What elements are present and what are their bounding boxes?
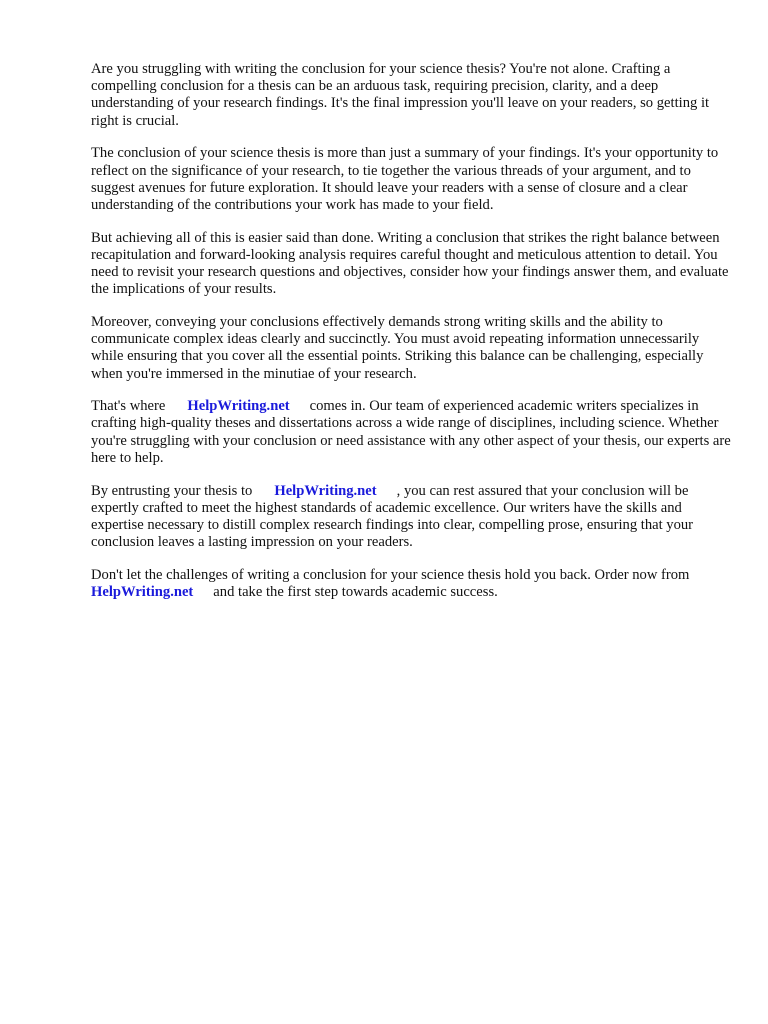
paragraph-intro: Are you struggling with writing the conclusion for your science thesis? You're not alone. Crafting a compelling conclusion for a thesis can be an arduous task, requiring precision, clarity, and a deep understanding of your research findings. It's the final impression you'll leave on your readers, so getting it right is crucial. [91, 61, 710, 129]
helpwriting-link[interactable]: HelpWriting.net [187, 398, 290, 415]
text-segment: Don't let the challenges of writing a conclusion for your science thesis hold you back. Order now from [91, 566, 690, 583]
document-body [91, 61, 731, 617]
paragraph-challenges: But achieving all of this is easier said than done. Writing a conclusion that strikes the right balance between recapitulation and forward-looking analysis requires careful thought and meticulous attention to detail. You need to revisit your research questions and objectives, consider how your findings answer them, and evaluate the implications of your results. [91, 229, 729, 298]
paragraph-writing-skills: Moreover, conveying your conclusions effectively demands strong writing skills and the ability to communicate complex ideas clearly and succinctly. You must avoid repeating information unnecessarily while ensuring that you cover all the essential points. Striking this balance can be challenging, especially when you're immersed in the minutiae of your research. [91, 313, 704, 382]
text-segment: and take the first step towards academic success. [213, 584, 498, 601]
paragraph-entrusting [91, 483, 731, 552]
paragraph-service-intro [91, 398, 731, 467]
paragraph-call-to-action [91, 567, 731, 601]
text-segment: , you can rest assured that your conclusion will be expertly crafted to meet the highest standards of academic excellence. Our writers have the skills and expertise necessary to distill complex research findings into clear, compelling prose, ensuring that your conclusion leaves a lasting impression on your readers. [91, 482, 694, 551]
text-segment: That's where [91, 398, 166, 415]
paragraph-significance: The conclusion of your science thesis is more than just a summary of your findings. It's your opportunity to reflect on the significance of your research, to tie together the various threads of your argument, and to suggest avenues for future exploration. It should leave your readers with a sense of closure and a clear understanding of the contributions your work has made to your field. [91, 145, 719, 213]
helpwriting-link[interactable]: HelpWriting.net [91, 584, 194, 601]
text-segment: comes in. Our team of experienced academic writers specializes in crafting high-quality theses and dissertations across a wide range of disciplines, including science. Whether you're struggling with your conclusion or need assistance with any other aspect of your thesis, our experts are here to help. [91, 398, 731, 466]
helpwriting-link[interactable]: HelpWriting.net [274, 482, 377, 499]
text-segment: By entrusting your thesis to [91, 482, 253, 499]
